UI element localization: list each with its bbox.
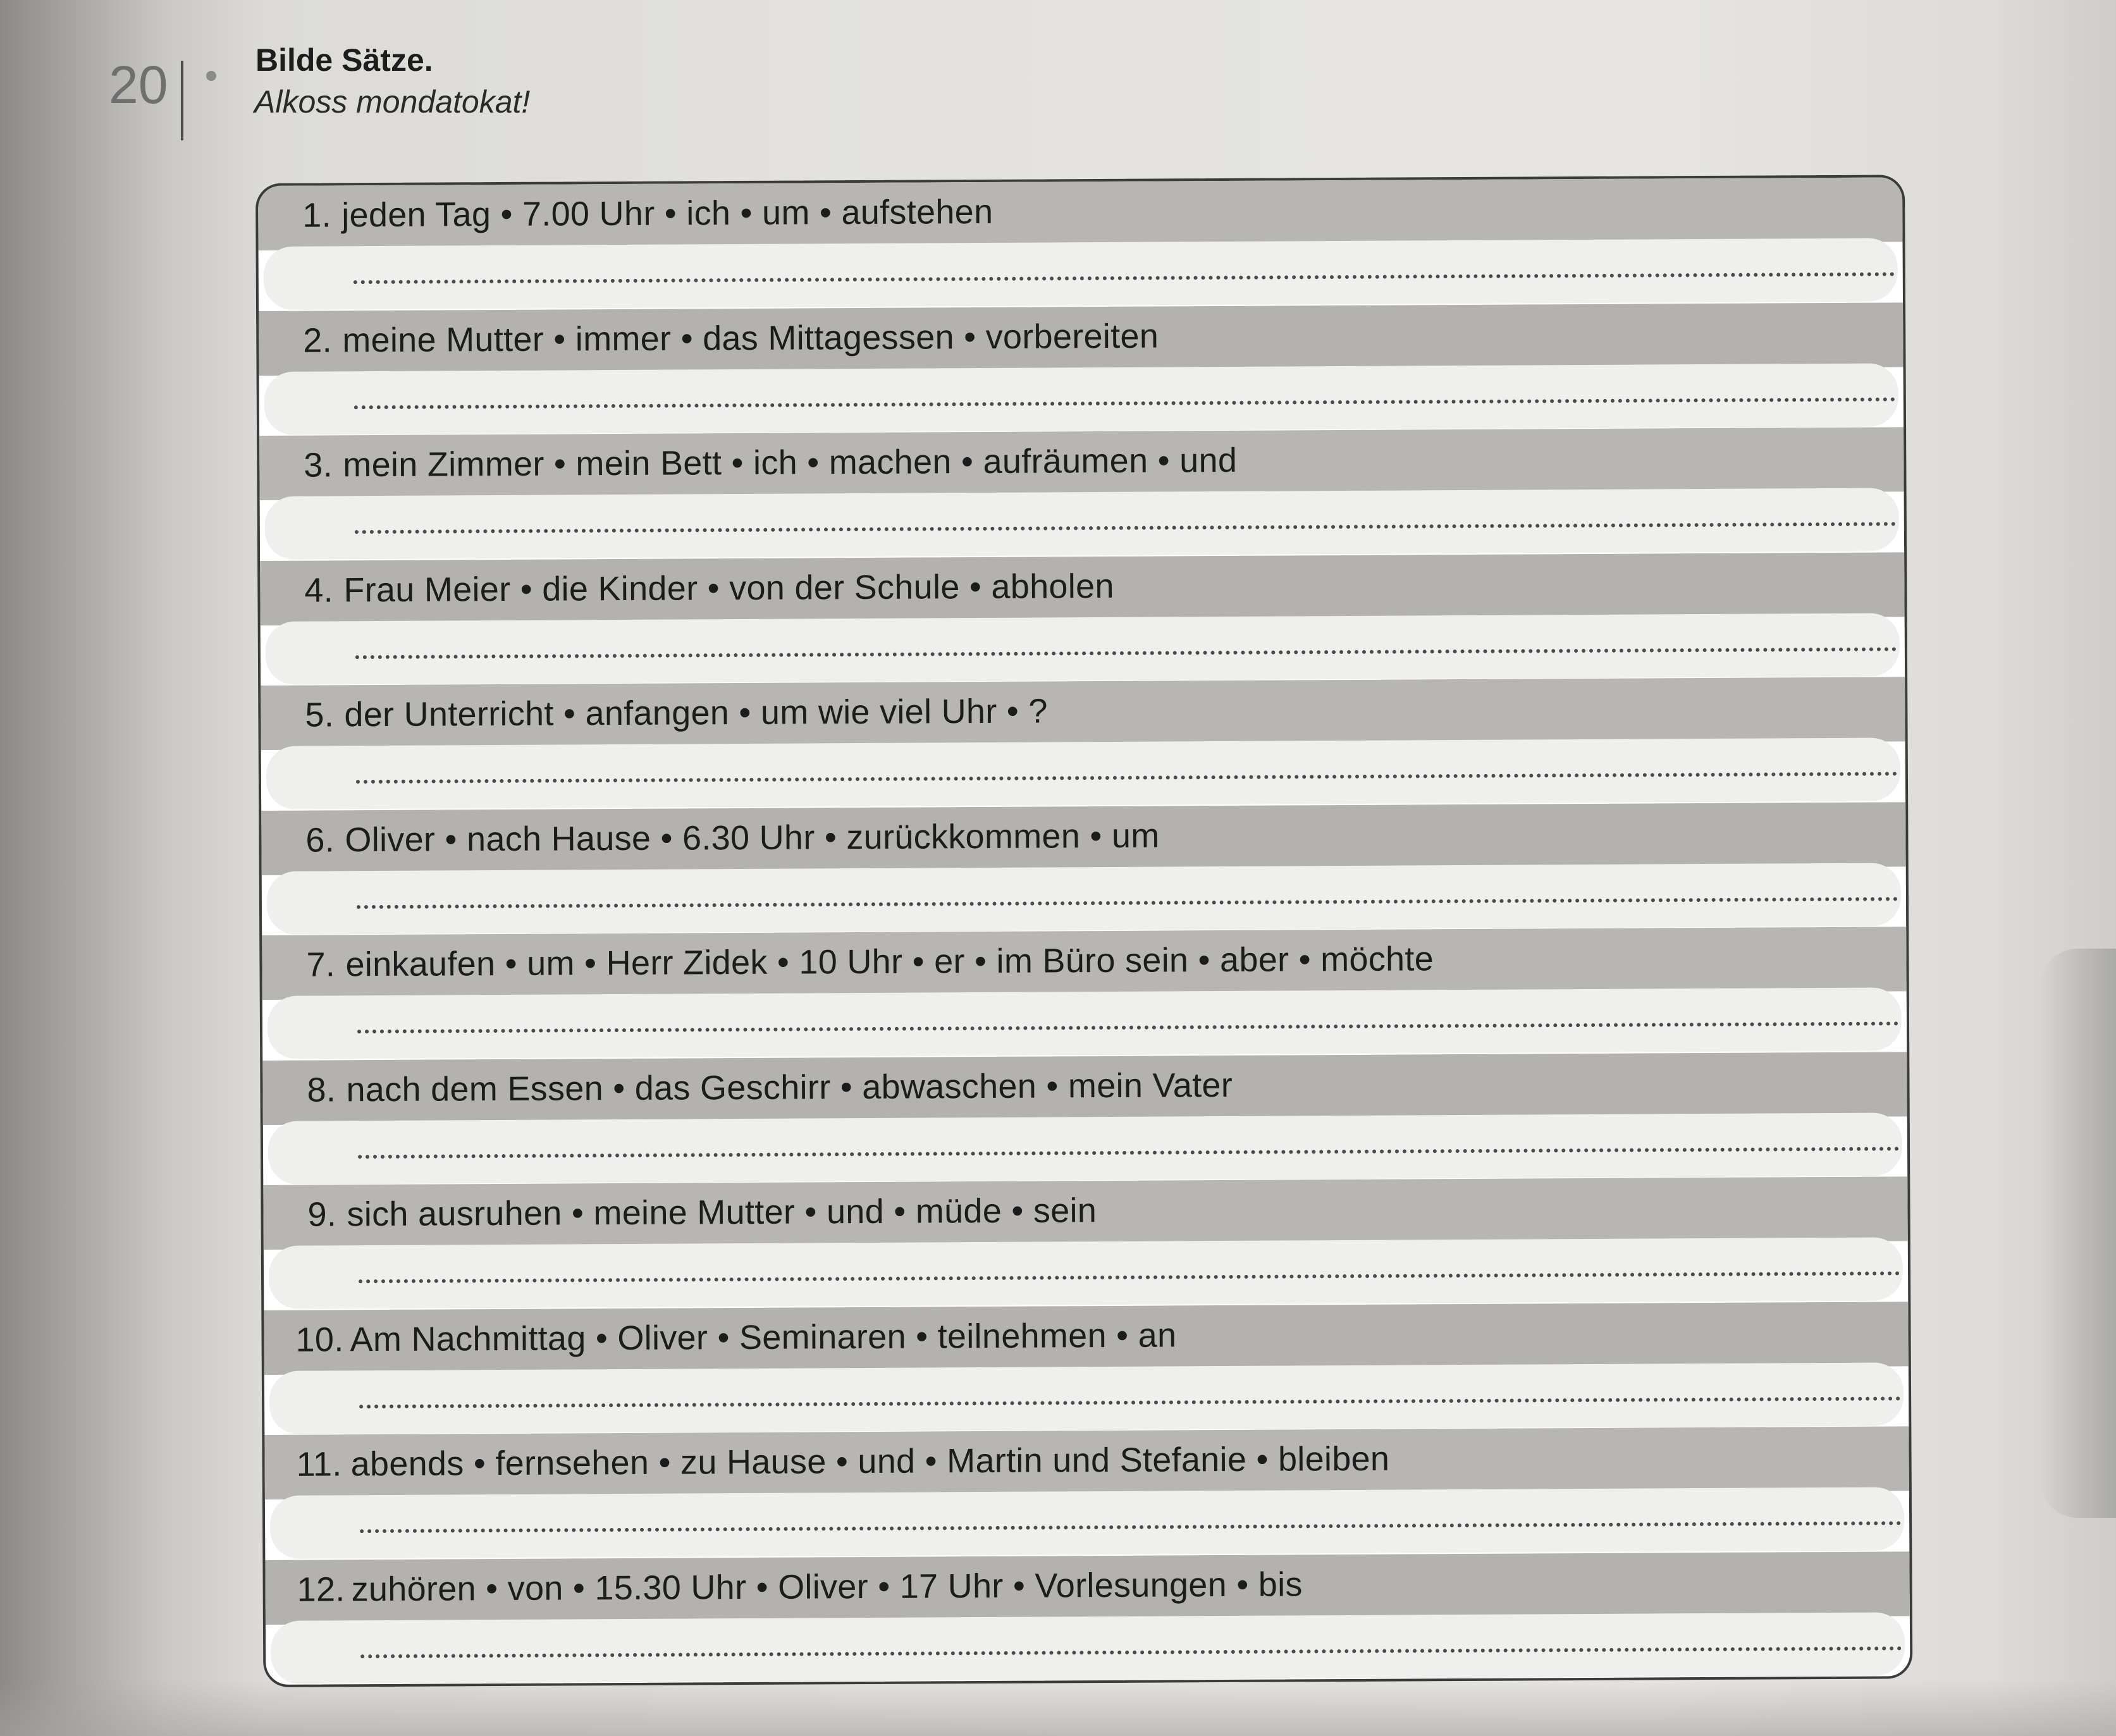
exercise-item-5 bbox=[261, 677, 1905, 810]
exercise-item-11 bbox=[264, 1426, 1909, 1560]
item-words: nach dem Essen • das Geschirr • abwaschen • mein Vater bbox=[346, 1066, 1233, 1109]
item-number: 6. bbox=[305, 820, 335, 859]
item-number: 9. bbox=[307, 1195, 337, 1234]
item-prompt bbox=[304, 441, 1237, 485]
exercise-number: 20 bbox=[109, 55, 168, 114]
item-prompt bbox=[305, 816, 1159, 859]
item-prompt bbox=[305, 691, 1048, 734]
item-number: 12. bbox=[297, 1570, 345, 1609]
exercise-box bbox=[255, 175, 1912, 1687]
page-edge-shadow bbox=[2040, 949, 2116, 1518]
item-number: 2. bbox=[303, 321, 333, 360]
item-words: mein Zimmer • mein Bett • ich • machen • aufräumen • und bbox=[343, 441, 1238, 484]
item-prompt bbox=[297, 1565, 1302, 1609]
item-words: Frau Meier • die Kinder • von der Schule • abholen bbox=[343, 567, 1114, 609]
exercise-item-8 bbox=[262, 1052, 1907, 1185]
item-words: abends • fernsehen • zu Hause • und • Martin und Stefanie • bleiben bbox=[350, 1439, 1390, 1484]
exercise-item-9 bbox=[263, 1176, 1908, 1310]
item-prompt bbox=[296, 1439, 1389, 1484]
page-bottom-shadow bbox=[0, 1679, 2116, 1736]
item-prompt bbox=[307, 1191, 1097, 1234]
item-words: sich ausruhen • meine Mutter • und • müde • sein bbox=[347, 1191, 1097, 1234]
item-words: meine Mutter • immer • das Mittagessen • vorbereiten bbox=[342, 317, 1159, 359]
exercise-item-2 bbox=[259, 302, 1904, 436]
item-number: 1. bbox=[302, 196, 332, 235]
item-prompt bbox=[307, 1065, 1233, 1109]
item-prompt bbox=[304, 566, 1114, 610]
exercise-item-6 bbox=[261, 802, 1906, 935]
exercise-translation: Alkoss mondatokat! bbox=[254, 84, 531, 120]
item-words: einkaufen • um • Herr Zidek • 10 Uhr • er • im Büro sein • aber • möchte bbox=[345, 940, 1434, 984]
exercise-instruction: Bilde Sätze. bbox=[255, 42, 433, 78]
item-number: 10. bbox=[295, 1320, 344, 1359]
item-prompt bbox=[302, 192, 993, 235]
exercise-item-7 bbox=[262, 926, 1907, 1060]
item-number: 3. bbox=[304, 446, 333, 484]
exercise-item-12 bbox=[265, 1551, 1910, 1685]
item-words: der Unterricht • anfangen • um wie viel Uhr • ? bbox=[344, 692, 1048, 734]
item-words: jeden Tag • 7.00 Uhr • ich • um • aufstehen bbox=[341, 192, 993, 235]
item-prompt bbox=[295, 1315, 1176, 1359]
exercise-item-3 bbox=[259, 427, 1904, 560]
item-number: 11. bbox=[296, 1445, 342, 1484]
bullet-dot-icon bbox=[206, 71, 216, 81]
item-prompt bbox=[303, 316, 1159, 360]
item-number: 7. bbox=[306, 945, 336, 984]
exercise-item-10 bbox=[264, 1302, 1909, 1435]
item-prompt bbox=[306, 939, 1434, 984]
item-number: 4. bbox=[304, 570, 334, 610]
exercise-item-4 bbox=[260, 552, 1905, 686]
item-words: Am Nachmittag • Oliver • Seminaren • teilnehmen • an bbox=[350, 1315, 1177, 1358]
exercise-item-1 bbox=[258, 177, 1903, 311]
item-number: 5. bbox=[305, 696, 335, 734]
item-number: 8. bbox=[307, 1070, 336, 1109]
number-divider bbox=[181, 61, 183, 140]
item-words: zuhören • von • 15.30 Uhr • Oliver • 17 Uhr • Vorlesungen • bis bbox=[351, 1565, 1303, 1608]
item-words: Oliver • nach Hause • 6.30 Uhr • zurückkommen • um bbox=[345, 816, 1160, 859]
